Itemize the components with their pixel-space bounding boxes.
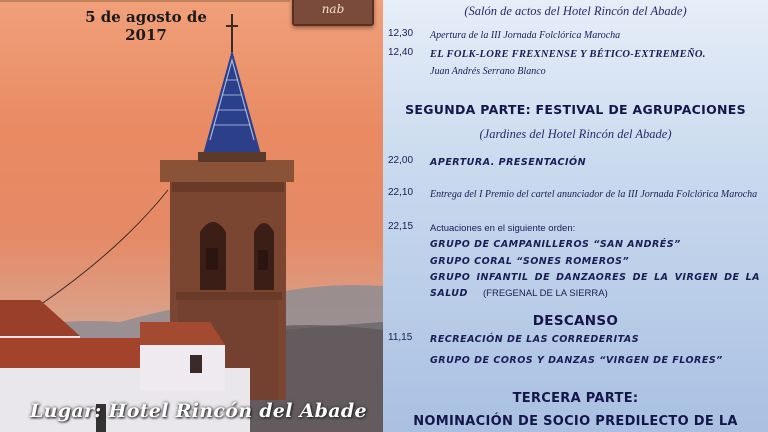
item-time: 11,15 — [388, 332, 413, 343]
logo-text: nab — [321, 2, 345, 16]
program-panel — [383, 0, 768, 432]
section-title-part2: SEGUNDA PARTE: FESTIVAL DE AGRUPACIONES — [405, 102, 746, 117]
item-time: 22,10 — [388, 187, 414, 198]
venue-part2: (Jardines del Hotel Rincón del Abade) — [479, 127, 672, 141]
item-text: Entrega del I Premio del cartel anunciador de la III Jornada Folclórica Marocha — [430, 189, 758, 200]
group-name: GRUPO INFANTIL DE DANZAORES DE LA VIRGEN DE LA SALUD — [430, 272, 760, 299]
item-text: APERTURA. PRESENTACIÓN — [430, 157, 587, 168]
group-name: GRUPO DE CAMPANILLEROS “SAN ANDRÉS” — [430, 239, 681, 250]
event-date: 5 de agosto de 2017 — [85, 8, 207, 44]
poster-photo-panel — [0, 0, 383, 432]
item-speaker: Juan Andrés Serrano Blanco — [430, 66, 546, 77]
venue-part1: (Salón de actos del Hotel Rincón del Abade) — [464, 4, 687, 18]
item-time: 22,00 — [388, 155, 414, 166]
section-title-part3: TERCERA PARTE: — [512, 391, 639, 406]
group-name: GRUPO CORAL “SONES ROMEROS” — [430, 256, 630, 267]
item-time: 22,15 — [388, 221, 414, 232]
event-location: Lugar: Hotel Rincón del Abade — [30, 400, 367, 422]
group-origin: (FREGENAL DE LA SIERRA) — [483, 288, 608, 299]
item-text: EL FOLK-LORE FREXNENSE Y BÉTICO-EXTREMEÑO. — [430, 49, 706, 60]
item-text: Actuaciones en el siguiente orden: — [430, 223, 576, 234]
item-text: RECREACIÓN DE LAS CORREDERITAS — [430, 334, 640, 345]
bell-tower-illustration — [0, 0, 383, 432]
section-subtitle-part3: NOMINACIÓN DE SOCIO PREDILECTO DE LA — [413, 414, 738, 429]
item-text: GRUPO DE COROS Y DANZAS “VIRGEN DE FLORES” — [430, 355, 723, 366]
item-text: Apertura de la III Jornada Folclórica Marocha — [430, 30, 621, 41]
section-title-break: DESCANSO — [532, 313, 619, 329]
item-time: 12,40 — [388, 47, 414, 58]
item-time: 12,30 — [388, 28, 414, 39]
